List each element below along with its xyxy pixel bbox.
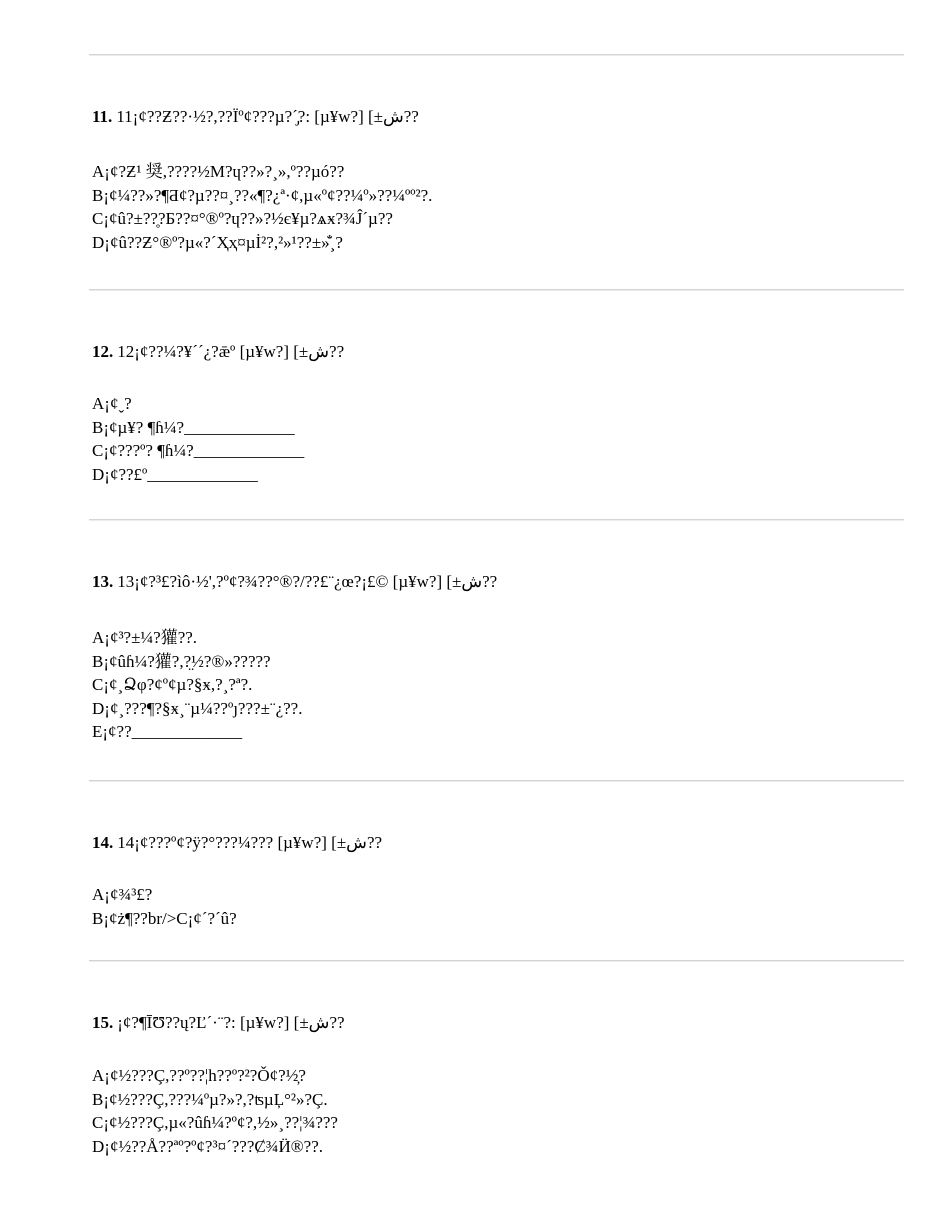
question-text: 13¡¢?³£?ìô·½',?º¢?¾??°®?/??£¨¿œ?¡£© [µ¥w?] [±ش?? bbox=[117, 572, 498, 591]
divider-11-12 bbox=[89, 289, 904, 291]
option-b[interactable]: B¡¢¼??»?¶Ƌ¢?µ??¤¸??«¶?¿ª·¢,µ«º¢??¼º»??¼ºº²?. bbox=[92, 185, 433, 205]
option-b[interactable]: B¡¢½???Ç,???¼ºµ?»?,?ʦµĻ°²»?Ç. bbox=[92, 1089, 328, 1109]
option-b[interactable]: B¡¢ż¶??br/>C¡¢´?´û? bbox=[92, 908, 237, 928]
option-a[interactable]: A¡¢?Ƶ¹ 奨,????½Μ?ɥ??»?¸»,º??µó?? bbox=[92, 162, 345, 181]
question-text: 14¡¢???º¢?ÿ?°???¼??? [µ¥w?] [±ش?? bbox=[117, 833, 383, 852]
question-number: 14. bbox=[92, 833, 114, 852]
option-a[interactable]: A¡¢³?±¼?獾??. bbox=[92, 628, 198, 647]
option-c[interactable]: C¡¢½???Ç,µ«?ûɦ¼?º¢?,½»¸??¦¾??? bbox=[92, 1113, 338, 1132]
question-12 bbox=[92, 342, 904, 486]
question-title bbox=[92, 1013, 904, 1033]
option-list bbox=[92, 883, 904, 930]
divider-12-13 bbox=[89, 519, 904, 521]
option-list bbox=[92, 1064, 904, 1158]
option-b[interactable]: B¡¢ûɦ¼?獾?,?̤½?®»????? bbox=[92, 651, 271, 671]
option-list bbox=[92, 392, 904, 486]
option-d[interactable]: D¡¢¸???¶?§ӿ¸¨µ¼??ºȷ???±¨¿??. bbox=[92, 698, 303, 718]
question-number: 12. bbox=[92, 342, 114, 361]
question-14 bbox=[92, 833, 904, 930]
question-13 bbox=[92, 572, 904, 744]
question-text: ¡¢?¶ĪƱ??ų?Ľ´·¨?: [µ¥w?] [±ش?? bbox=[117, 1013, 345, 1032]
option-list bbox=[92, 160, 904, 254]
option-e[interactable]: E¡¢??_____________ bbox=[92, 722, 243, 741]
divider-14-15 bbox=[89, 960, 904, 962]
option-c[interactable]: C¡¢û?±??̥?Ƃ??¤°®º?ɥ??»?½є¥µ?ѧӿ?¾Ĵ´µ?? bbox=[92, 209, 393, 228]
option-d[interactable]: D¡¢??£º_____________ bbox=[92, 464, 258, 484]
divider-13-14 bbox=[89, 780, 904, 782]
question-text: 11¡¢??Ƶ??·½?,??Ïº¢???µ?´̡?: [µ¥w?] [±ش?? bbox=[116, 107, 419, 126]
option-d[interactable]: D¡¢½??Å??ªº?º¢?³¤´???Ȼ¾Ӥ®??. bbox=[92, 1136, 323, 1156]
question-number: 13. bbox=[92, 572, 114, 591]
question-text: 12¡¢??¼?¥´´¿?ǣº [µ¥w?] [±ش?? bbox=[117, 342, 345, 361]
question-title bbox=[92, 107, 904, 127]
option-list bbox=[92, 626, 904, 744]
option-a[interactable]: A¡¢¾³£? bbox=[92, 885, 153, 904]
question-number: 11. bbox=[92, 107, 113, 126]
question-title bbox=[92, 572, 904, 592]
question-number: 15. bbox=[92, 1013, 114, 1032]
option-c[interactable]: C¡¢¸Ձφ?¢º¢µ?§ӿ,?¸?ª?. bbox=[92, 675, 253, 694]
option-a[interactable]: A¡¢½???Ç,??º??¦h??º?²?Ǒ¢?½̦? bbox=[92, 1066, 306, 1085]
question-15 bbox=[92, 1013, 904, 1158]
divider-top bbox=[89, 54, 904, 56]
option-b[interactable]: B¡¢µ¥? ¶ɦ¼?_____________ bbox=[92, 417, 295, 437]
question-title bbox=[92, 833, 904, 853]
option-a[interactable]: A¡¢ˬ? bbox=[92, 394, 132, 413]
option-c[interactable]: C¡¢???º? ¶ɦ¼?_____________ bbox=[92, 441, 305, 460]
question-title bbox=[92, 342, 904, 362]
option-d[interactable]: D¡¢û??Ƶ°®º?µ«?´Ҳҳ¤µİ²?,²»¹??±»̐̆¸? bbox=[92, 232, 343, 252]
question-11 bbox=[92, 107, 904, 254]
